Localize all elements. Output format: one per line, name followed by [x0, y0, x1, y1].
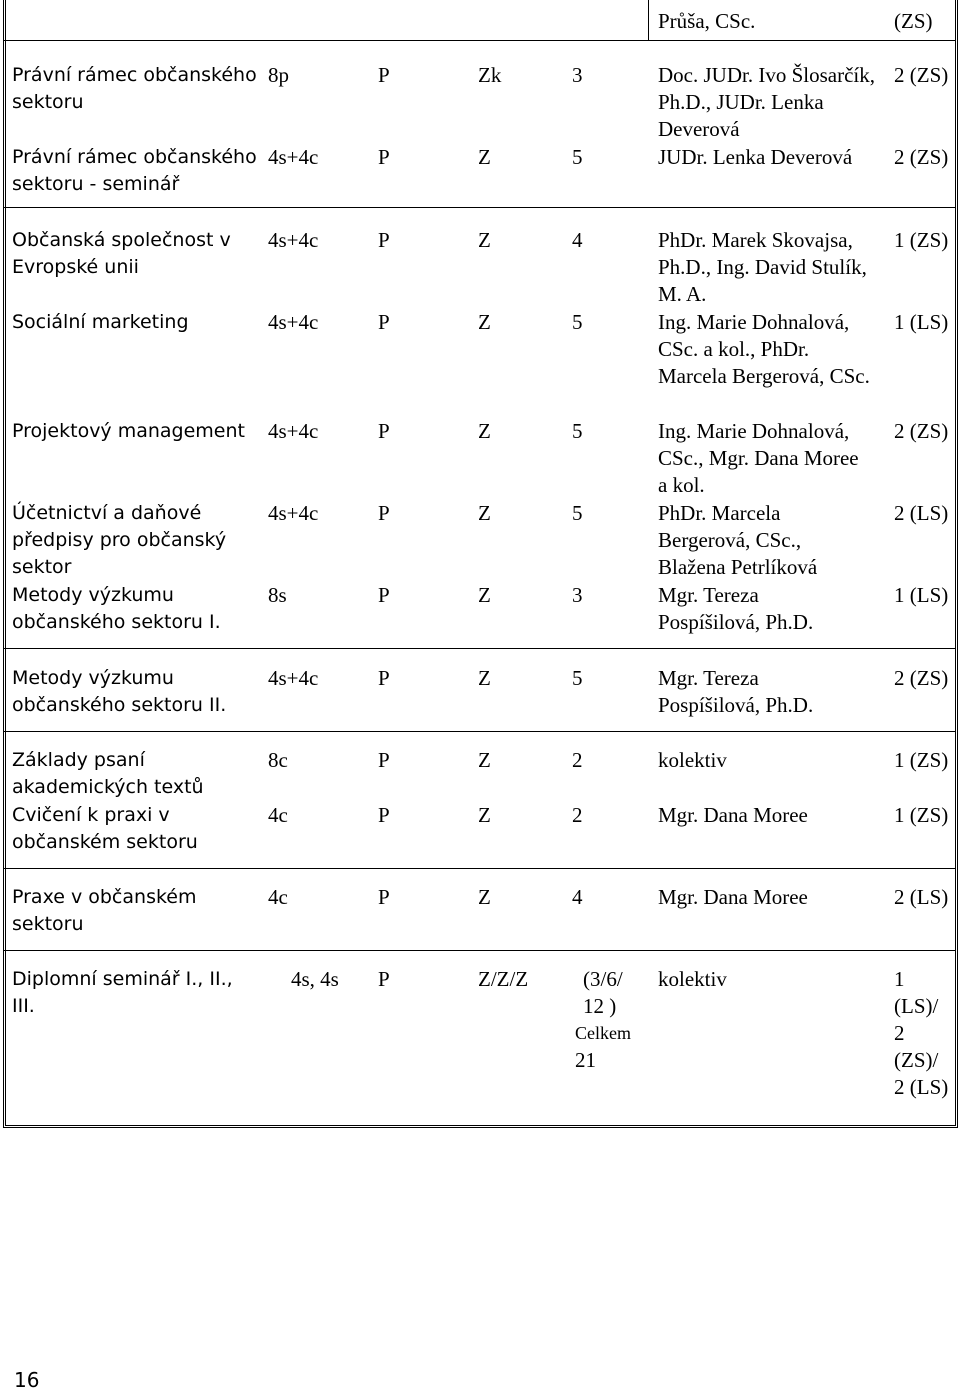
hours-cell: 4s+4c	[268, 228, 319, 252]
row-divider	[3, 950, 955, 951]
teacher-cell: Průša, CSc.	[658, 9, 756, 33]
course-name-cell: Právní rámec občanského sektoru	[12, 64, 257, 113]
type-cell: P	[378, 501, 390, 525]
teacher-cell: JUDr. Lenka Deverová	[658, 145, 853, 169]
course-name-cell: Projektový management	[12, 420, 245, 442]
type-cell: P	[378, 967, 390, 991]
column-divider	[648, 0, 649, 40]
type-cell: P	[378, 666, 390, 690]
type-cell: P	[378, 748, 390, 772]
exam-cell: Z/Z/Z	[478, 967, 529, 991]
semester-cell: 2 (LS)	[894, 501, 949, 525]
exam-cell: Z	[478, 748, 491, 772]
credits-cell: 3	[572, 63, 583, 87]
course-name-cell: Základy psaní akademických textů	[12, 749, 204, 798]
exam-cell: Z	[478, 501, 491, 525]
credits-total-value: 21	[575, 1048, 596, 1072]
course-name-cell: Metody výzkumu občanského sektoru II.	[12, 667, 227, 716]
row-divider	[3, 40, 955, 41]
hours-cell: 8p	[268, 63, 289, 87]
teacher-cell: kolektiv	[658, 748, 727, 772]
hours-cell: 4s+4c	[268, 145, 319, 169]
type-cell: P	[378, 803, 390, 827]
exam-cell: Z	[478, 145, 491, 169]
hours-cell: 4c	[268, 885, 288, 909]
type-cell: P	[378, 228, 390, 252]
credits-cell: 4	[572, 885, 583, 909]
type-cell: P	[378, 419, 390, 443]
semester-cell: 1 (LS)	[894, 310, 949, 334]
exam-cell: Zk	[478, 63, 502, 87]
credits-cell: 5	[572, 145, 583, 169]
type-cell: P	[378, 885, 390, 909]
hours-cell: 4s+4c	[268, 501, 319, 525]
credits-cell: 5	[572, 501, 583, 525]
course-name-cell: Právní rámec občanského sektoru - seminář	[12, 146, 257, 195]
hours-cell: 4s+4c	[268, 310, 319, 334]
teacher-cell: Mgr. Dana Moree	[658, 885, 808, 909]
semester-cell: 2 (ZS)	[894, 419, 949, 443]
credits-cell	[575, 966, 645, 1074]
exam-cell: Z	[478, 419, 491, 443]
credits-cell: 2	[572, 748, 583, 772]
exam-cell: Z	[478, 885, 491, 909]
credits-total-label: Celkem	[575, 1023, 631, 1043]
teacher-cell: Ing. Marie Dohnalová, CSc. a kol., PhDr. Marcela Bergerová, CSc.	[658, 310, 870, 388]
credits-cell: 2	[572, 803, 583, 827]
course-name-cell: Metody výzkumu občanského sektoru I.	[12, 584, 221, 633]
credits-cell: 5	[572, 666, 583, 690]
semester-cell: 1 (LS)/ 2 (ZS)/ 2 (LS)	[894, 967, 949, 1099]
course-name-cell: Praxe v občanském sektoru	[12, 886, 197, 935]
row-divider	[3, 868, 955, 869]
teacher-cell: Mgr. Tereza Pospíšilová, Ph.D.	[658, 583, 814, 634]
course-name-cell: Diplomní seminář I., II., III.	[12, 968, 233, 1017]
hours-cell: 8s	[268, 583, 287, 607]
credits-cell: 3	[572, 583, 583, 607]
hours-cell: 8c	[268, 748, 288, 772]
hours-cell: 4s, 4s	[291, 967, 339, 991]
course-name-cell: Cvičení k praxi v občanském sektoru	[12, 804, 198, 853]
type-cell: P	[378, 145, 390, 169]
course-name-cell: Účetnictví a daňové předpisy pro občanský sektor	[12, 502, 227, 578]
semester-cell: 2 (ZS)	[894, 666, 949, 690]
teacher-cell: Ing. Marie Dohnalová, CSc., Mgr. Dana Moree a kol.	[658, 419, 859, 497]
teacher-cell: PhDr. Marek Skovajsa, Ph.D., Ing. David Stulík, M. A.	[658, 228, 867, 306]
type-cell: P	[378, 583, 390, 607]
hours-cell: 4s+4c	[268, 666, 319, 690]
page-number: 16	[14, 1368, 40, 1392]
teacher-cell: PhDr. Marcela Bergerová, CSc., Blažena Petrlíková	[658, 501, 818, 579]
course-name-cell: Sociální marketing	[12, 311, 189, 333]
row-divider	[3, 648, 955, 649]
semester-cell: 2 (LS)	[894, 885, 949, 909]
teacher-cell: kolektiv	[658, 967, 727, 991]
row-divider	[3, 207, 955, 208]
exam-cell: Z	[478, 310, 491, 334]
exam-cell: Z	[478, 666, 491, 690]
teacher-cell: Mgr. Dana Moree	[658, 803, 808, 827]
credits-value: (3/6/ 12 )	[583, 967, 623, 1018]
teacher-cell: Mgr. Tereza Pospíšilová, Ph.D.	[658, 666, 814, 717]
credits-cell: 5	[572, 419, 583, 443]
teacher-cell: Doc. JUDr. Ivo Šlosarčík, Ph.D., JUDr. Lenka Deverová	[658, 63, 875, 141]
exam-cell: Z	[478, 583, 491, 607]
credits-cell: 4	[572, 228, 583, 252]
hours-cell: 4s+4c	[268, 419, 319, 443]
semester-cell: (ZS)	[894, 9, 933, 33]
hours-cell: 4c	[268, 803, 288, 827]
semester-cell: 2 (ZS)	[894, 145, 949, 169]
column-divider	[3, 0, 6, 40]
semester-cell: 2 (ZS)	[894, 63, 949, 87]
semester-cell: 1 (ZS)	[894, 748, 949, 772]
semester-cell: 1 (ZS)	[894, 228, 949, 252]
semester-cell: 1 (ZS)	[894, 803, 949, 827]
row-divider	[3, 731, 955, 732]
credits-cell: 5	[572, 310, 583, 334]
semester-cell: 1 (LS)	[894, 583, 949, 607]
course-name-cell: Občanská společnost v Evropské unii	[12, 229, 231, 278]
type-cell: P	[378, 310, 390, 334]
exam-cell: Z	[478, 803, 491, 827]
type-cell: P	[378, 63, 390, 87]
exam-cell: Z	[478, 228, 491, 252]
